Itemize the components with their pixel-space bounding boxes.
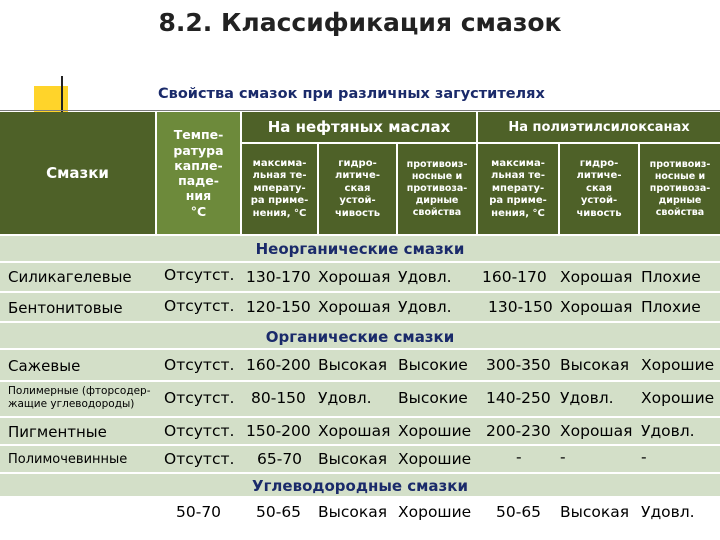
subheader-s-max-temp: максима- льная те- мперату- ра приме- нения, °С <box>478 144 558 234</box>
row-name: Силикагелевые <box>8 268 132 286</box>
cell-p-hydro: Высокая <box>318 503 388 521</box>
cell-s-max: 160-170 <box>482 268 547 286</box>
row-name: Полимочевинные <box>8 452 128 467</box>
row-name: Полимерные (фторсодер- жащие углеводороды) <box>8 385 151 411</box>
cell-p-anti: Высокие <box>398 356 468 374</box>
row-name: Бентонитовые <box>8 299 123 317</box>
cell-s-hydro: - <box>560 448 566 466</box>
header-petroleum-cell <box>242 112 476 142</box>
cell-s-anti: Хорошие <box>641 389 715 407</box>
cell-p-hydro: Высокая <box>318 356 388 374</box>
cell-p-max: 150-200 <box>246 422 311 440</box>
cell-p-max: 50-65 <box>256 503 302 521</box>
header-temperature-line: °С <box>190 203 207 219</box>
cell-p-max: 80-150 <box>251 389 306 407</box>
cell-drop-temp: Отсутст. <box>164 450 235 468</box>
cell-s-max: 300-350 <box>486 356 551 374</box>
cell-s-max: - <box>516 448 522 466</box>
cell-p-hydro: Хорошая <box>318 268 391 286</box>
cell-p-hydro: Высокая <box>318 450 388 468</box>
subheader-s-anti: противоиз- носные и противоза- дирные свойства <box>640 144 720 234</box>
cell-s-hydro: Хорошая <box>560 298 633 316</box>
section-title-organic: Органические смазки <box>265 328 455 346</box>
header-lubricants-cell <box>0 112 155 234</box>
cell-p-max: 160-200 <box>246 356 311 374</box>
cell-drop-temp: Отсутст. <box>164 422 235 440</box>
cell-s-anti: Удовл. <box>641 503 695 521</box>
cell-drop-temp: Отсутст. <box>164 356 235 374</box>
cell-s-anti: Хорошие <box>641 356 715 374</box>
cell-drop-temp: Отсутст. <box>164 297 235 315</box>
cell-p-max: 130-170 <box>246 268 311 286</box>
subheader-p-max-temp: максима- льная те- мперату- ра приме- нения, °С <box>242 144 317 234</box>
cell-drop-temp: Отсутст. <box>164 389 235 407</box>
cell-p-hydro: Хорошая <box>318 298 391 316</box>
header-petroleum-label: На нефтяных маслах <box>267 118 451 136</box>
cell-s-hydro: Хорошая <box>560 268 633 286</box>
cell-s-max: 200-230 <box>486 422 551 440</box>
header-lubricants-label: Смазки <box>46 164 109 182</box>
cell-p-anti: Хорошие <box>398 503 472 521</box>
cell-s-hydro: Хорошая <box>560 422 633 440</box>
section-title-inorganic: Неорганические смазки <box>255 240 465 258</box>
cell-p-anti: Хорошие <box>398 422 472 440</box>
header-temperature-line: ния <box>185 188 212 204</box>
header-temperature-line: Темпе- <box>173 127 224 143</box>
table-subtitle: Свойства смазок при различных загустителях <box>158 86 545 102</box>
cell-s-hydro: Удовл. <box>560 389 614 407</box>
header-temperature-line: капле- <box>174 157 223 173</box>
cell-s-anti: Плохие <box>641 268 701 286</box>
decorative-divider <box>0 110 720 111</box>
cell-p-anti: Высокие <box>398 389 468 407</box>
cell-s-max: 140-250 <box>486 389 551 407</box>
cell-s-max: 50-65 <box>496 503 542 521</box>
cell-p-hydro: Хорошая <box>318 422 391 440</box>
cell-p-anti: Удовл. <box>398 268 452 286</box>
subheader-p-hydro: гидро- литиче- ская устой- чивость <box>319 144 396 234</box>
cell-p-anti: Хорошие <box>398 450 472 468</box>
cell-s-anti: Плохие <box>641 298 701 316</box>
cell-s-hydro: Высокая <box>560 503 630 521</box>
cell-p-max: 120-150 <box>246 298 311 316</box>
header-temperature-line: ратура <box>173 142 224 158</box>
cell-drop-temp: 50-70 <box>176 503 222 521</box>
cell-p-max: 65-70 <box>257 450 303 468</box>
subheader-s-hydro: гидро- литиче- ская устой- чивость <box>560 144 638 234</box>
section-title-hydrocarbon: Углеводородные смазки <box>252 477 468 495</box>
row-name: Сажевые <box>8 357 81 375</box>
cell-drop-temp: Отсутст. <box>164 266 235 284</box>
cell-p-anti: Удовл. <box>398 298 452 316</box>
cell-p-hydro: Удовл. <box>318 389 372 407</box>
decorative-vertical-bar <box>61 76 63 114</box>
header-polysiloxane-cell <box>478 112 720 142</box>
cell-s-anti: - <box>641 448 647 466</box>
subheader-p-anti: противоиз- носные и противоза- дирные свойства <box>398 144 476 234</box>
page-title: 8.2. Классификация смазок <box>158 8 562 37</box>
header-temperature-line: паде- <box>178 173 219 188</box>
cell-s-hydro: Высокая <box>560 356 630 374</box>
cell-s-max: 130-150 <box>488 298 553 316</box>
row-name: Пигментные <box>8 423 107 441</box>
cell-s-anti: Удовл. <box>641 422 695 440</box>
header-temperature-cell <box>157 112 240 234</box>
header-polysiloxane-label: На полиэтилсилоксанах <box>508 119 690 135</box>
